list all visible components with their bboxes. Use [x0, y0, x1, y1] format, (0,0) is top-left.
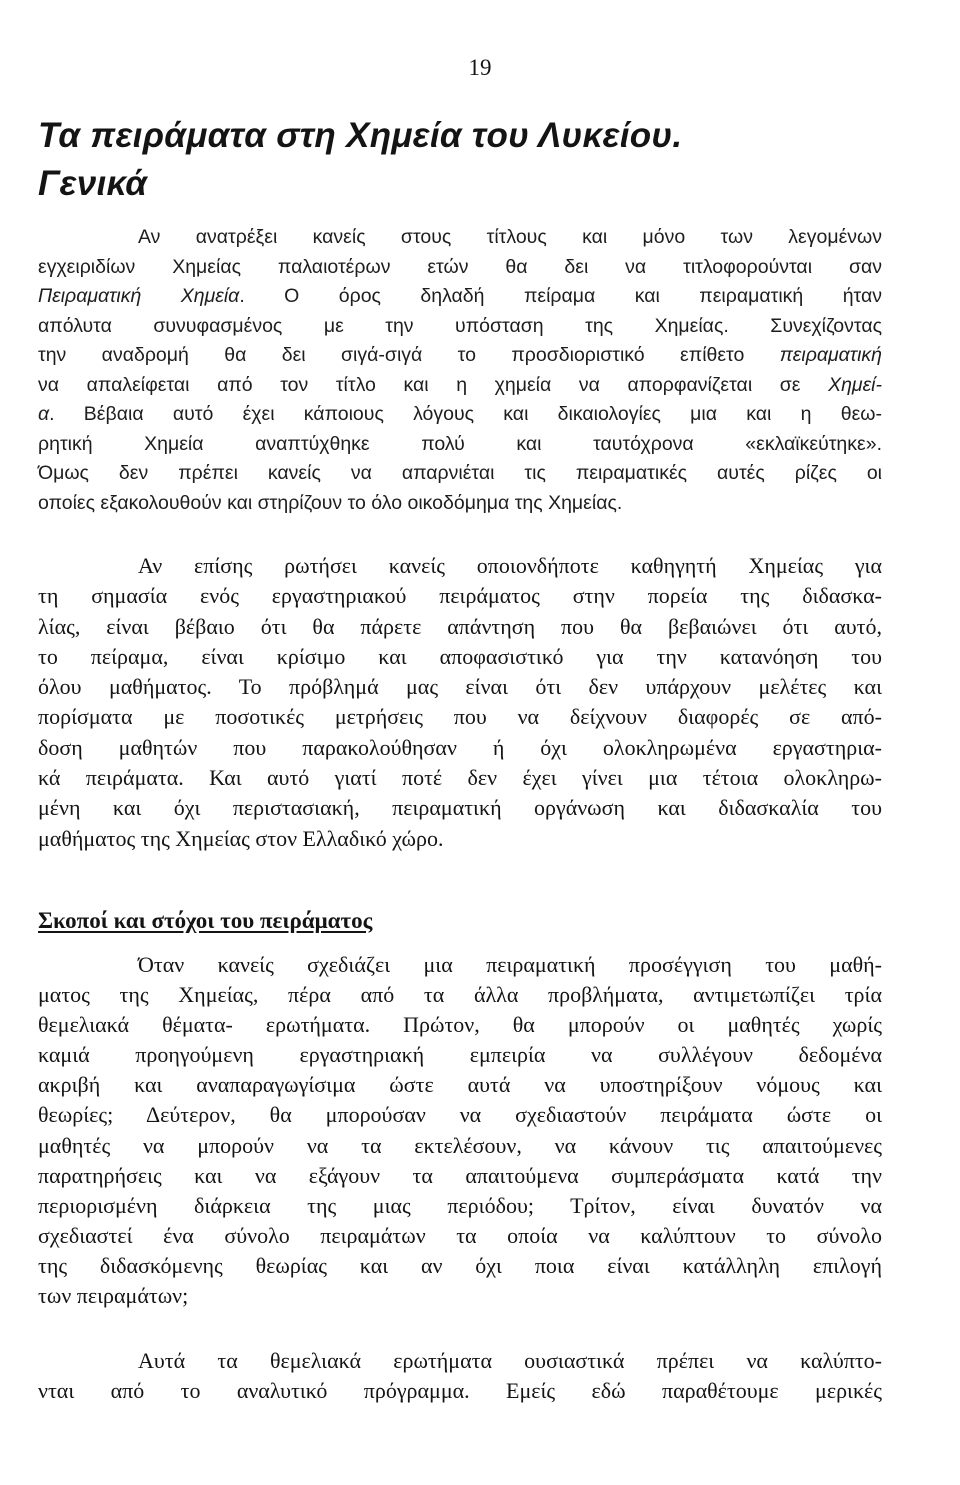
- page-number: 19: [468, 55, 492, 80]
- paragraph-line: να απαλείφεται από τον τίτλο και η χημεία να απορφανίζεται σε Χημεί-: [38, 373, 882, 396]
- chapter-title: [38, 112, 918, 208]
- paragraph-line: παρατηρήσεις και να εξάγουν τα απαιτούμενα συμπεράσματα κατά την: [38, 1162, 882, 1188]
- paragraph-4: [38, 1346, 882, 1406]
- paragraph-line: ακριβή και αναπαραγωγίσιμα ώστε αυτά να υποστηρίξουν νόμους και: [38, 1072, 882, 1098]
- paragraph-line: τη σημασία ενός εργαστηριακού πειράματος στην πορεία της διδασκα-: [38, 583, 882, 609]
- paragraph-line: Πειραματική Χημεία. Ο όρος δηλαδή πείραμα και πειραματική ήταν: [38, 285, 882, 307]
- paragraph-line: ματος της Χημείας, πέρα από τα άλλα προβλήματα, αντιμετωπίζει τρία: [38, 982, 882, 1008]
- paragraph-2: [38, 551, 882, 854]
- paragraph-line: καμιά προηγούμενη εργαστηριακή εμπειρία να συλλέγουν δεδομένα: [38, 1042, 882, 1068]
- paragraph-line: α. Βέβαια αυτό έχει κάποιους λόγους και δικαιολογίες μια και η θεω-: [38, 403, 882, 425]
- paragraph-line: μαθητές να μπορούν να τα εκτελέσουν, να κάνουν τις απαιτούμενες: [38, 1132, 882, 1158]
- paragraph-line: την αναδρομή θα δει σιγά-σιγά το προσδιοριστικό επίθετο πειραματική: [38, 344, 882, 366]
- paragraph-line: θεμελιακά θέματα- ερωτήματα. Πρώτον, θα μπορούν οι μαθητές χωρίς: [38, 1012, 882, 1038]
- paragraph-line: το πείραμα, είναι κρίσιμο και αποφασιστικό για την κατανόηση του: [38, 643, 882, 669]
- title-line-2: Γενικά: [38, 164, 148, 203]
- paragraph-line: νται από το αναλυτικό πρόγραμμα. Εμείς εδώ παραθέτουμε μερικές: [38, 1378, 882, 1403]
- paragraph-line: Αν επίσης ρωτήσει κανείς οποιονδήποτε καθηγητή Χημείας για: [138, 553, 882, 578]
- paragraph-line: θεωρίες; Δεύτερον, θα μπορούσαν να σχεδιαστούν πειράματα ώστε οι: [38, 1102, 882, 1128]
- paragraph-line: μένη και όχι περιστασιακή, πειραματική οργάνωση και διδασκαλία του: [38, 795, 882, 821]
- paragraph-line: λίας, είναι βέβαιο ότι θα πάρετε απάντηση που θα βεβαιώνει ότι αυτό,: [38, 613, 882, 639]
- paragraph-line: εγχειριδίων Χημείας παλαιοτέρων ετών θα δει να τιτλοφορούνται σαν: [38, 255, 882, 278]
- paragraph-line: όλου μαθήματος. Το πρόβλημά μας είναι ότι δεν υπάρχουν μελέτες και: [38, 674, 882, 700]
- paragraph-line: πορίσματα με ποσοτικές μετρήσεις που να δείχνουν διαφορές σε από-: [38, 704, 882, 730]
- paragraph-line: Αν ανατρέξει κανείς στους τίτλους και μόνο των λεγομένων: [138, 226, 882, 248]
- paragraph-line: ρητική Χημεία αναπτύχθηκε πολύ και ταυτόχρονα «εκλαϊκεύτηκε».: [38, 432, 882, 455]
- paragraph-line: Αυτά τα θεμελιακά ερωτήματα ουσιαστικά πρέπει να καλύπτο-: [138, 1348, 882, 1373]
- paragraph-line: περιορισμένη διάρκεια της μιας περιόδου; Τρίτον, είναι δυνατόν να: [38, 1192, 882, 1218]
- paragraph-3: [38, 950, 882, 1311]
- paragraph-line: μαθήματος της Χημείας στον Ελλαδικό χώρο.: [38, 825, 444, 851]
- paragraph-line: των πειραμάτων;: [38, 1283, 189, 1309]
- paragraph-line: απόλυτα συνυφασμένος με την υπόσταση της Χημείας. Συνεχίζοντας: [38, 314, 882, 337]
- title-line-1: Τα πειράματα στη Χημεία του Λυκείου.: [38, 116, 683, 155]
- paragraph-line: οποίες εξακολουθούν και στηρίζουν το όλο οικοδόμημα της Χημείας.: [38, 491, 623, 514]
- paragraph-line: Όμως δεν πρέπει κανείς να απαρνιέται τις πειραματικές αυτές ρίζες οι: [38, 462, 882, 484]
- paragraph-line: δοση μαθητών που παρακολούθησαν ή όχι ολοκληρωμένα εργαστηρια-: [38, 734, 882, 760]
- paragraph-line: σχεδιαστεί ένα σύνολο πειραμάτων τα οποία να καλύπτουν το σύνολο: [38, 1222, 882, 1248]
- paragraph-line: της διδασκόμενης θεωρίας και αν όχι ποια είναι κατάλληλη επιλογή: [38, 1252, 882, 1278]
- paragraph-line: Όταν κανείς σχεδιάζει μια πειραματική προσέγγιση του μαθή-: [138, 952, 882, 977]
- paragraph-1: [38, 223, 882, 518]
- section-heading: Σκοποί και στόχοι του πειράματος: [38, 908, 373, 933]
- paragraph-line: κά πειράματα. Και αυτό γιατί ποτέ δεν έχει γίνει μια τέτοια ολοκληρω-: [38, 765, 882, 791]
